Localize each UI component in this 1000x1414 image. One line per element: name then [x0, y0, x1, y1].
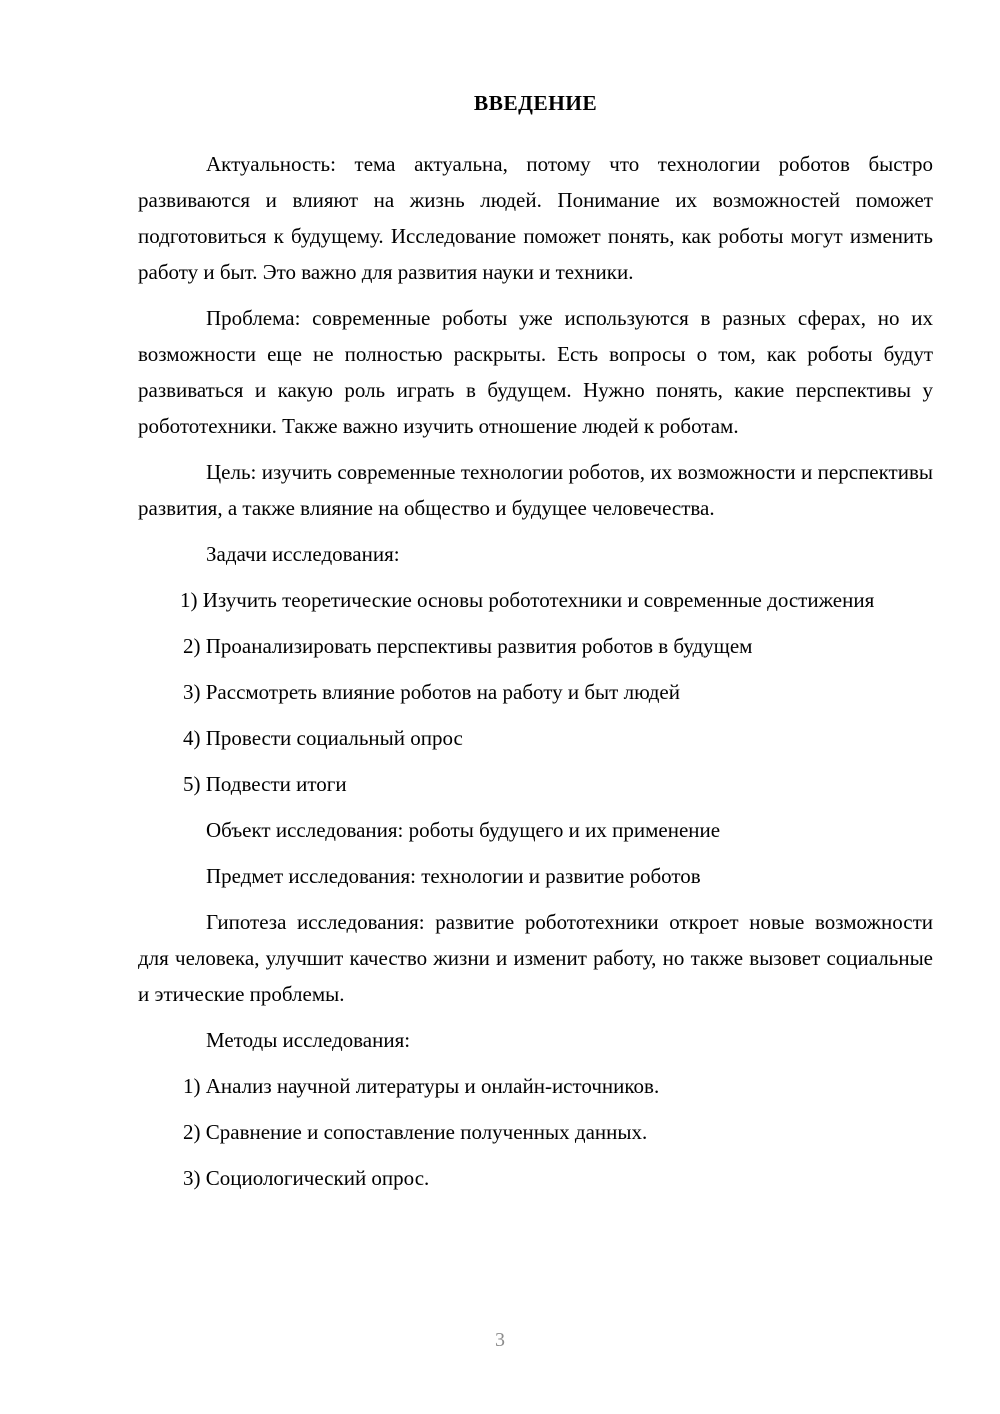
task-item-2: 2) Проанализировать перспективы развития роботов в будущем — [183, 634, 753, 658]
subject-of-research-line: Предмет исследования: технологии и развитие роботов — [206, 864, 701, 888]
paragraph-hypothesis: Гипотеза исследования: развитие робототехники откроет новые возможности для человека, улучшит качество жизни и изменит работу, но также вызовет социальные и этические проблемы. — [138, 910, 933, 1006]
page-number: 3 — [495, 1329, 505, 1351]
task-item-1: 1) Изучить теоретические основы робототехники и современные достижения — [180, 588, 875, 612]
task-item-4: 4) Провести социальный опрос — [183, 726, 463, 750]
document-body — [138, 88, 933, 1206]
tasks-heading: Задачи исследования: — [206, 542, 400, 566]
page-title: ВВЕДЕНИЕ — [473, 91, 598, 115]
method-item-1: 1) Анализ научной литературы и онлайн-источников. — [183, 1074, 660, 1098]
method-item-3: 3) Социологический опрос. — [183, 1166, 430, 1190]
paragraph-goal: Цель: изучить современные технологии роботов, их возможности и перспективы развития, а также влияние на общество и будущее человечества. — [138, 460, 933, 520]
paragraph-problem: Проблема: современные роботы уже используются в разных сферах, но их возможности еще не полностью раскрыты. Есть вопросы о том, как роботы будут развиваться и какую роль играть в будущем. Нужно понять, какие перспективы у робототехники. Также важно изучить отношение людей к роботам. — [138, 306, 933, 438]
object-of-research-line: Объект исследования: роботы будущего и их применение — [206, 818, 721, 842]
paragraph-relevance: Актуальность: тема актуальна, потому что технологии роботов быстро развиваются и влияют на жизнь людей. Понимание их возможностей поможет подготовиться к будущему. Исследование поможет понять, как роботы могут изменить работу и быт. Это важно для развития науки и техники. — [138, 152, 933, 284]
task-item-3: 3) Рассмотреть влияние роботов на работу и быт людей — [183, 680, 680, 704]
methods-heading: Методы исследования: — [206, 1028, 411, 1052]
method-item-2: 2) Сравнение и сопоставление полученных данных. — [183, 1120, 648, 1144]
task-item-5: 5) Подвести итоги — [183, 772, 347, 796]
